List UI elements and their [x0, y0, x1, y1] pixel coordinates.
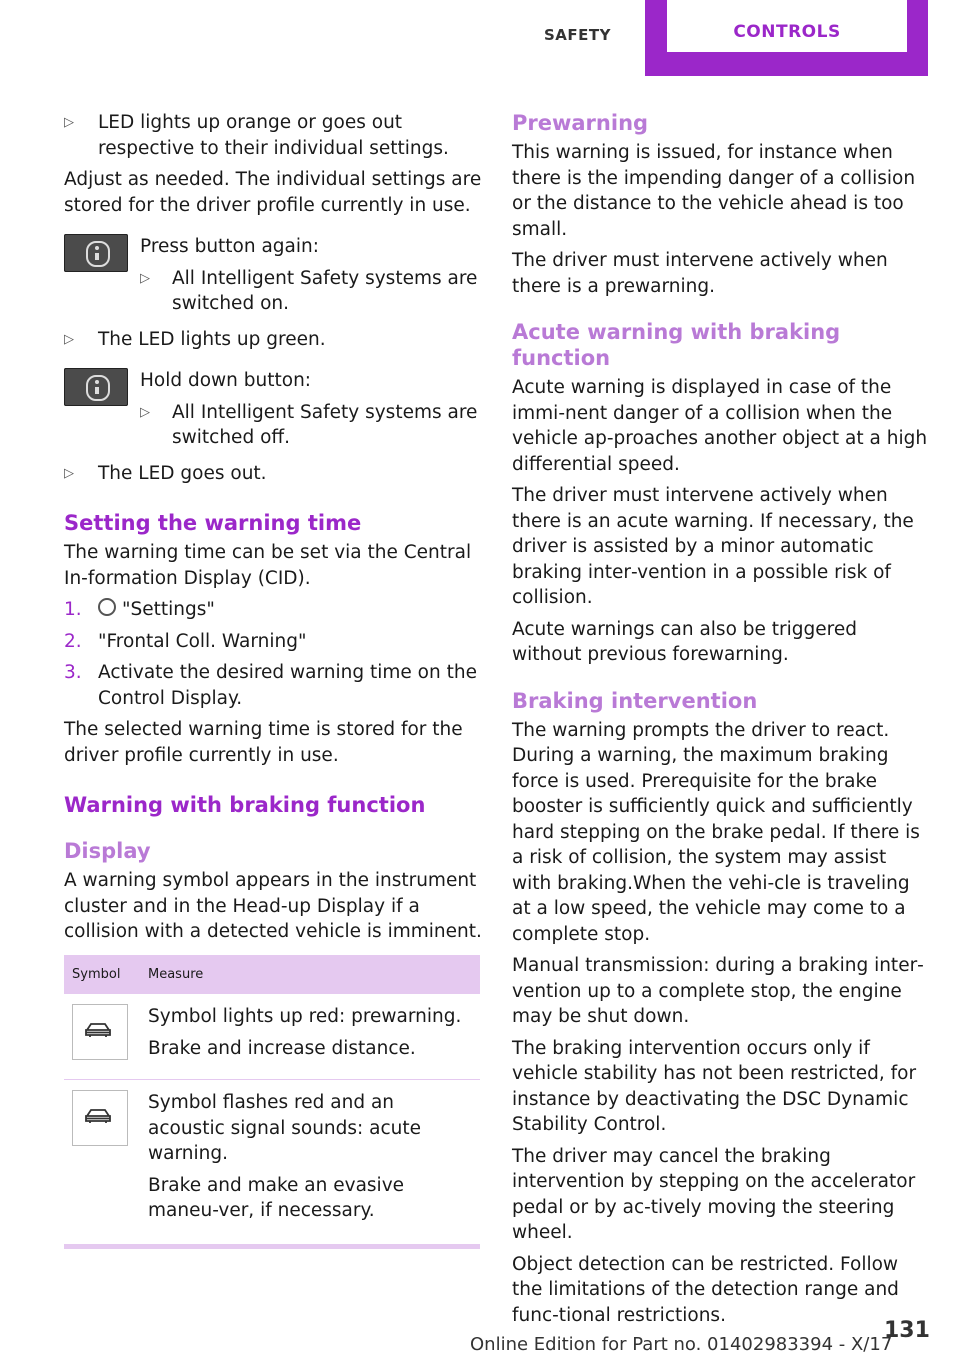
heading-warning-time: Setting the warning time: [64, 511, 362, 535]
paragraph: The braking intervention occurs only if vehicle stability has not been restricted, for instance by deactivating the DSC Dynamic Stability Control.: [512, 1037, 917, 1135]
table-row: [64, 994, 480, 1080]
step-text: Activate the desired warning time on the Control Display.: [98, 662, 477, 709]
paragraph: Object detection can be restricted. Follow the limitations of the detection range and func‐tional restrictions.: [512, 1253, 899, 1326]
collision-warning-symbol: [72, 1004, 128, 1060]
heading-prewarning: Prewarning: [512, 111, 649, 135]
table-row: [64, 1080, 480, 1242]
info-icon: [86, 375, 110, 401]
right-column: [512, 110, 930, 1334]
step-1: [64, 597, 482, 623]
measure-line: Brake and increase distance.: [148, 1037, 416, 1059]
header-section-tab: [510, 0, 645, 75]
step-text: "Frontal Coll. Warning": [98, 630, 307, 652]
heading-braking-intervention: Braking intervention: [512, 688, 758, 713]
bullet-switched-on: ▷ All Intelligent Safety systems are switched on.: [140, 266, 482, 317]
step-number: 1.: [64, 599, 82, 620]
car-icon: [85, 1022, 111, 1038]
step-2: [64, 629, 482, 655]
header-chapter-box: [667, 0, 907, 52]
paragraph-stored: The selected warning time is stored for the driver profile currently in use.: [64, 719, 463, 766]
safety-button-image: [64, 234, 128, 272]
press-label: Press button again:: [140, 236, 319, 257]
step-text: "Settings": [122, 599, 215, 620]
info-icon: [86, 241, 110, 267]
paragraph: The warning prompts the driver to react. During a warning, the maximum braking force is used. Prerequisite for the brake booster is sufficiently quick and sufficiently hard stepping on the brake pedal. If there is a risk of collision, the system may assist with braking.When the vehi‐cle is traveling at a low speed, the vehicle may come to a complete stop.: [512, 719, 920, 945]
table-header-symbol: Symbol: [64, 955, 140, 995]
header-chapter-label: CONTROLS: [733, 22, 841, 42]
paragraph: Manual transmission: during a braking inter‐vention up to a complete stop, the engine may be shut down.: [512, 955, 924, 1027]
safety-button-image: [64, 368, 128, 406]
left-column: [64, 110, 482, 1249]
measure-line: Symbol flashes red and an acoustic signal sounds: acute warning.: [148, 1092, 422, 1164]
page-number: 131: [884, 1318, 930, 1343]
paragraph: Acute warnings can also be triggered without previous forewarning.: [512, 618, 857, 665]
step-number: 3.: [64, 662, 82, 683]
measure-line: Symbol lights up red: prewarning.: [148, 1006, 462, 1027]
bullet-led-orange: ▷ LED lights up orange or goes out respective to their individual settings.: [64, 110, 482, 161]
heading-acute-warning: Acute warning with braking function: [512, 320, 841, 370]
heading-braking-function: Warning with braking function: [64, 793, 426, 817]
paragraph-adjust: Adjust as needed. The individual settings are stored for the driver profile currently in use.: [64, 169, 482, 216]
step-3: [64, 660, 482, 711]
heading-display: Display: [64, 839, 151, 863]
bullet-led-green: ▷ The LED lights up green.: [64, 327, 482, 353]
paragraph-warning-time: The warning time can be set via the Central In‐formation Display (CID).: [64, 542, 472, 589]
paragraph: The driver may cancel the braking intervention by stepping on the accelerator pedal or by ac‐tively moving the steering wheel.: [512, 1145, 916, 1243]
table-bottom-rule: [64, 1244, 480, 1249]
measure-line: Brake and make an evasive maneu‐ver, if necessary.: [148, 1174, 405, 1221]
paragraph: The driver must intervene actively when there is a prewarning.: [512, 250, 888, 297]
header-chapter-tab: [645, 0, 928, 76]
paragraph: Acute warning is displayed in case of the immi‐nent danger of a collision when the vehicle ap‐proaches another object at a high differential speed.: [512, 377, 928, 475]
paragraph: This warning is issued, for instance when there is the impending danger of a collision or the distance to the vehicle ahead is too small.: [512, 142, 916, 240]
table-header-measure: Measure: [140, 955, 480, 995]
header-section-label: SAFETY: [544, 26, 611, 44]
hold-label: Hold down button:: [140, 370, 312, 391]
symbol-table: [64, 955, 480, 1242]
car-icon: [85, 1108, 111, 1124]
paragraph-display: A warning symbol appears in the instrument cluster and in the Head-up Display if a collision with a detected vehicle is imminent.: [64, 870, 482, 942]
edition-note: Online Edition for Part no. 01402983394 - X/17: [470, 1334, 893, 1355]
bullet-led-out: ▷ The LED goes out.: [64, 461, 482, 487]
paragraph: The driver must intervene actively when there is an acute warning. If necessary, the driver is assisted by a minor automatic braking inter‐vention in a possible risk of collision.: [512, 485, 914, 608]
bullet-switched-off: ▷ All Intelligent Safety systems are switched off.: [140, 400, 482, 451]
collision-warning-symbol: [72, 1090, 128, 1146]
step-number: 2.: [64, 630, 82, 652]
hold-button-row: [64, 368, 482, 451]
press-button-row: [64, 234, 482, 317]
settings-gear-icon: [98, 598, 116, 616]
